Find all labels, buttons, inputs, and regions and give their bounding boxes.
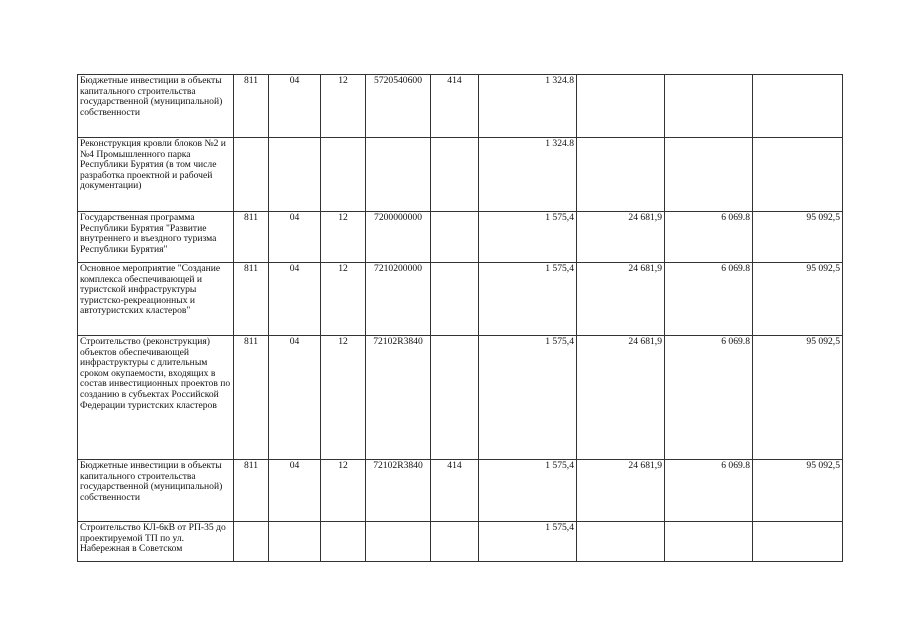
table-row (78, 336, 843, 460)
amount-3-cell: 6 069.8 (665, 263, 753, 336)
subsection-code-cell: 12 (321, 460, 366, 522)
amount-2-cell (577, 522, 665, 562)
section-code-cell: 04 (269, 336, 321, 460)
table-row (78, 263, 843, 336)
expense-type-cell (431, 522, 479, 562)
row-name-cell: Реконструкция кровли блоков №2 и №4 Промышленного парка Республики Бурятия (в том числе разработка проектной и рабочей документации) (78, 138, 234, 212)
grbs-code-cell: 811 (234, 460, 269, 522)
amount-1-cell: 1 575,4 (479, 522, 577, 562)
section-code-cell (269, 138, 321, 212)
target-article-cell: 7210200000 (366, 263, 431, 336)
amount-4-cell (753, 138, 843, 212)
table-row (78, 75, 843, 138)
target-article-cell: 72102R3840 (366, 460, 431, 522)
section-code-cell: 04 (269, 212, 321, 263)
subsection-code-cell (321, 522, 366, 562)
row-name-cell: Бюджетные инвестиции в объекты капитального строительства государственной (муниципальной) собственности (78, 460, 234, 522)
row-name-cell: Государственная программа Республики Бурятия "Развитие внутреннего и въездного туризма Республики Бурятия" (78, 212, 234, 263)
grbs-code-cell: 811 (234, 212, 269, 263)
amount-3-cell: 6 069.8 (665, 460, 753, 522)
amount-3-cell (665, 75, 753, 138)
amount-1-cell: 1 575,4 (479, 336, 577, 460)
expense-type-cell: 414 (431, 460, 479, 522)
amount-2-cell: 24 681,9 (577, 460, 665, 522)
section-code-cell (269, 522, 321, 562)
target-article-cell: 5720540600 (366, 75, 431, 138)
table-row (78, 522, 843, 562)
expense-type-cell (431, 336, 479, 460)
target-article-cell (366, 138, 431, 212)
amount-1-cell: 1 324.8 (479, 138, 577, 212)
grbs-code-cell: 811 (234, 336, 269, 460)
amount-2-cell (577, 138, 665, 212)
grbs-code-cell: 811 (234, 75, 269, 138)
grbs-code-cell (234, 138, 269, 212)
amount-3-cell: 6 069.8 (665, 212, 753, 263)
subsection-code-cell: 12 (321, 263, 366, 336)
amount-4-cell: 95 092,5 (753, 336, 843, 460)
target-article-cell: 7200000000 (366, 212, 431, 263)
amount-4-cell: 95 092,5 (753, 212, 843, 263)
table-row (78, 460, 843, 522)
amount-4-cell: 95 092,5 (753, 460, 843, 522)
target-article-cell (366, 522, 431, 562)
amount-3-cell: 6 069.8 (665, 336, 753, 460)
expense-type-cell (431, 212, 479, 263)
expense-type-cell: 414 (431, 75, 479, 138)
amount-2-cell: 24 681,9 (577, 263, 665, 336)
amount-2-cell: 24 681,9 (577, 212, 665, 263)
amount-2-cell: 24 681,9 (577, 336, 665, 460)
grbs-code-cell: 811 (234, 263, 269, 336)
section-code-cell: 04 (269, 263, 321, 336)
row-name-cell: Основное мероприятие "Создание комплекса обеспечивающей и туристской инфраструктуры туристско-рекреационных и автотуристских кластеров" (78, 263, 234, 336)
amount-4-cell (753, 522, 843, 562)
table-row (78, 138, 843, 212)
subsection-code-cell: 12 (321, 75, 366, 138)
row-name-cell: Бюджетные инвестиции в объекты капитального строительства государственной (муниципальной) собственности (78, 75, 234, 138)
amount-1-cell: 1 575,4 (479, 460, 577, 522)
target-article-cell: 72102R3840 (366, 336, 431, 460)
subsection-code-cell (321, 138, 366, 212)
row-name-cell: Строительство КЛ-6кВ от РП-35 до проектируемой ТП по ул. Набережная в Советском (78, 522, 234, 562)
grbs-code-cell (234, 522, 269, 562)
expense-type-cell (431, 263, 479, 336)
section-code-cell: 04 (269, 460, 321, 522)
amount-3-cell (665, 522, 753, 562)
amount-3-cell (665, 138, 753, 212)
budget-table (77, 74, 843, 562)
subsection-code-cell: 12 (321, 212, 366, 263)
section-code-cell: 04 (269, 75, 321, 138)
amount-1-cell: 1 575,4 (479, 263, 577, 336)
amount-4-cell (753, 75, 843, 138)
table-row (78, 212, 843, 263)
subsection-code-cell: 12 (321, 336, 366, 460)
amount-2-cell (577, 75, 665, 138)
amount-1-cell: 1 324.8 (479, 75, 577, 138)
row-name-cell: Строительство (реконструкция) объектов обеспечивающей инфраструктуры с длительным сроком окупаемости, входящих в состав инвестиционных проектов по созданию в субъектах Российской Федерации туристских кластеров (78, 336, 234, 460)
amount-1-cell: 1 575,4 (479, 212, 577, 263)
expense-type-cell (431, 138, 479, 212)
amount-4-cell: 95 092,5 (753, 263, 843, 336)
